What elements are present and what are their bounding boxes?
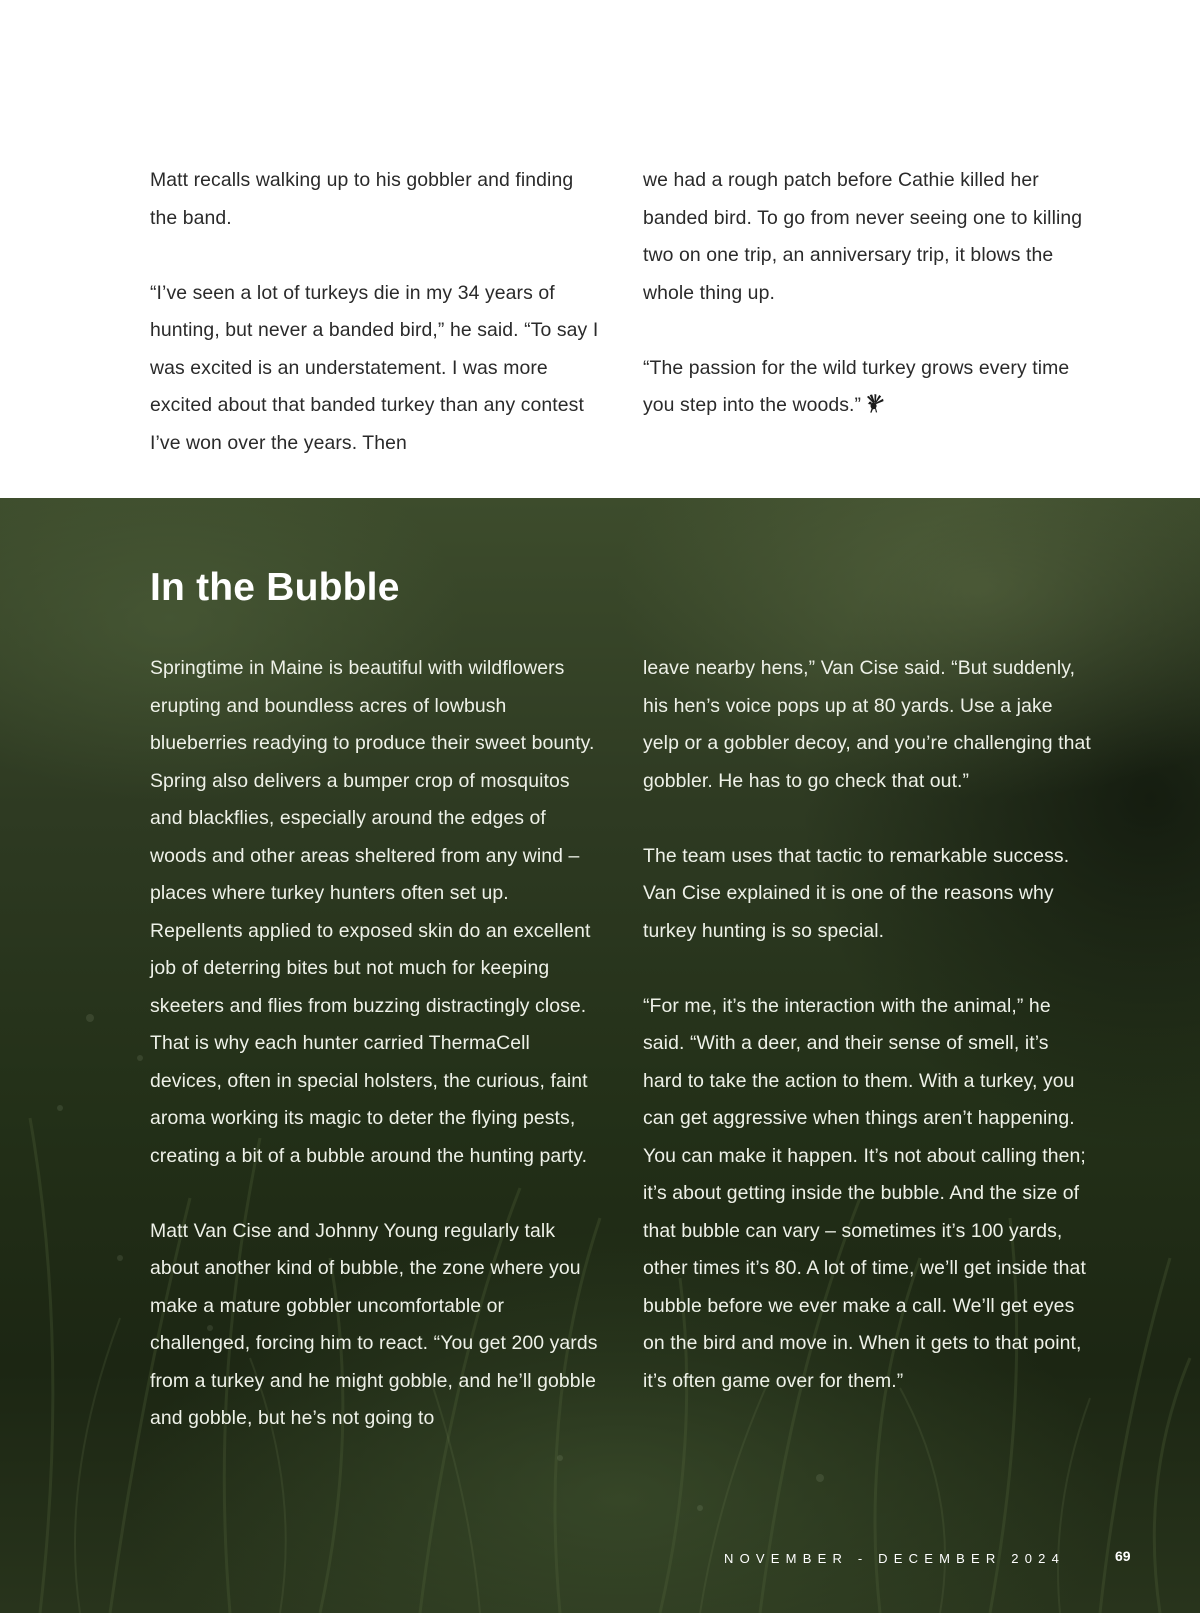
paragraph-with-end-mark bbox=[643, 350, 1093, 425]
page-number: 69 bbox=[1115, 1548, 1131, 1564]
top-section bbox=[0, 0, 1200, 498]
section-heading: In the Bubble bbox=[150, 566, 400, 609]
paragraph: “For me, it’s the interaction with the animal,” he said. “With a deer, and their sense of smell, it’s hard to take the action to them. With a turkey, you can get aggressive when things aren’t happening. You can make it happen. It’s not about calling then; it’s about getting inside the bubble. And the size of that bubble can vary – sometimes it’s 100 yards, other times it’s 80. A lot of time, we’ll get inside that bubble before we ever make a call. We’ll get eyes on the bird and move in. When it gets to that point, it’s often game over for them.” bbox=[643, 994, 1086, 1392]
paragraph: Springtime in Maine is beautiful with wildflowers erupting and boundless acres of lowbush blueberries readying to produce their sweet bounty. Spring also delivers a bumper crop of mosquitos and blackflies, especially around the edges of woods and other areas sheltered from any wind – places where turkey hunters often set up. Repellents applied to exposed skin do an excellent job of deterring bites but not much for keeping skeeters and flies from buzzing distractingly close. That is why each hunter carried ThermaCell devices, often in special holsters, the curious, faint aroma working its magic to deter the flying pests, creating a bit of a bubble around the hunting party. bbox=[150, 657, 595, 1167]
bubble-right-column bbox=[643, 650, 1093, 1400]
top-right-column bbox=[643, 162, 1093, 425]
paragraph: we had a rough patch before Cathie killed her banded bird. To go from never seeing one to killing two on one trip, an anniversary trip, it blows the whole thing up. bbox=[643, 169, 1083, 304]
paragraph: “I’ve seen a lot of turkeys die in my 34 years of hunting, but never a banded bird,” he said. “To say I was excited is an understatement. I was more excited about that banded turkey than any contest I’ve won over the years. Then bbox=[150, 281, 599, 454]
top-left-column bbox=[150, 162, 600, 462]
paragraph-text: “The passion for the wild turkey grows every time you step into the woods.” bbox=[643, 356, 1070, 416]
paragraph: Matt Van Cise and Johnny Young regularly talk about another kind of bubble, the zone where you make a mature gobbler uncomfortable or challenged, forcing him to react. “You get 200 yards from a turkey and he might gobble, and he’ll gobble and gobble, but he’s not going to bbox=[150, 1219, 598, 1429]
paragraph: Matt recalls walking up to his gobbler and finding the band. bbox=[150, 169, 574, 229]
bubble-section bbox=[0, 498, 1200, 1613]
bubble-left-column bbox=[150, 650, 600, 1438]
issue-date: NOVEMBER - DECEMBER 2024 bbox=[724, 1551, 1065, 1566]
paragraph: The team uses that tactic to remarkable success. Van Cise explained it is one of the reasons why turkey hunting is so special. bbox=[643, 844, 1070, 942]
turkey-end-mark-icon bbox=[865, 394, 884, 413]
paragraph: leave nearby hens,” Van Cise said. “But suddenly, his hen’s voice pops up at 80 yards. Use a jake yelp or a gobbler decoy, and you’re challenging that gobbler. He has to go check that out.” bbox=[643, 657, 1091, 792]
